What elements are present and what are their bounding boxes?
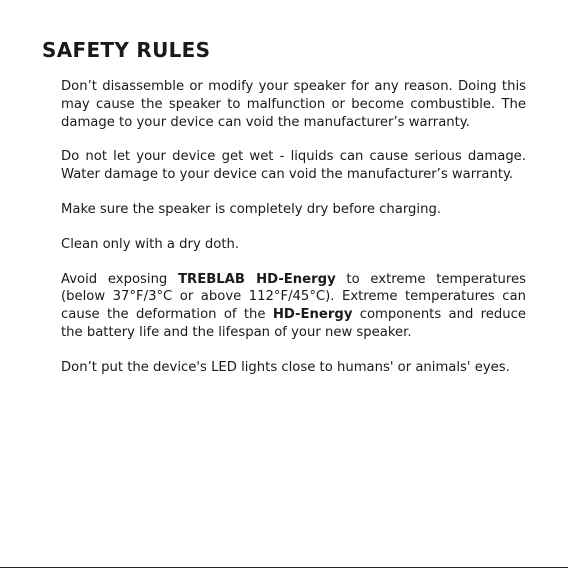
product-short-name-bold: HD-Energy [272,307,353,323]
rule-led-eyes: Don’t put the device's LED lights close to humans' or animals' eyes. [61,359,510,375]
rule-temperature-text-2: to extreme temperatures (below 37°F/3°C or above 112°F/45°C). Extreme temperatures can cause the deformation of the [61,271,526,323]
rule-keep-dry: Do not let your device get wet - liquids can cause serious damage. Water damage to your device can void the manufacturer’s warranty. [61,149,526,183]
rule-disassemble: Don’t disassemble or modify your speaker for any reason. Doing this may cause the speaker to malfunction or become combustible. The damage to your device can void the manufacturer’s warranty. [61,79,526,130]
rule-temperature [61,271,526,342]
rule-dry-before-charging: Make sure the speaker is completely dry before charging. [61,201,442,217]
safety-rules-list [61,78,526,394]
product-name-bold: TREBLAB HD-Energy [178,271,336,287]
rule-temperature-text-1: Avoid exposing [61,271,179,287]
rule-cleaning: Clean only with a dry doth. [61,236,240,252]
rule-temperature-text-3: components and reduce the battery life and the lifespan of your new speaker. [61,307,526,340]
page-title: SAFETY RULES [42,38,211,62]
